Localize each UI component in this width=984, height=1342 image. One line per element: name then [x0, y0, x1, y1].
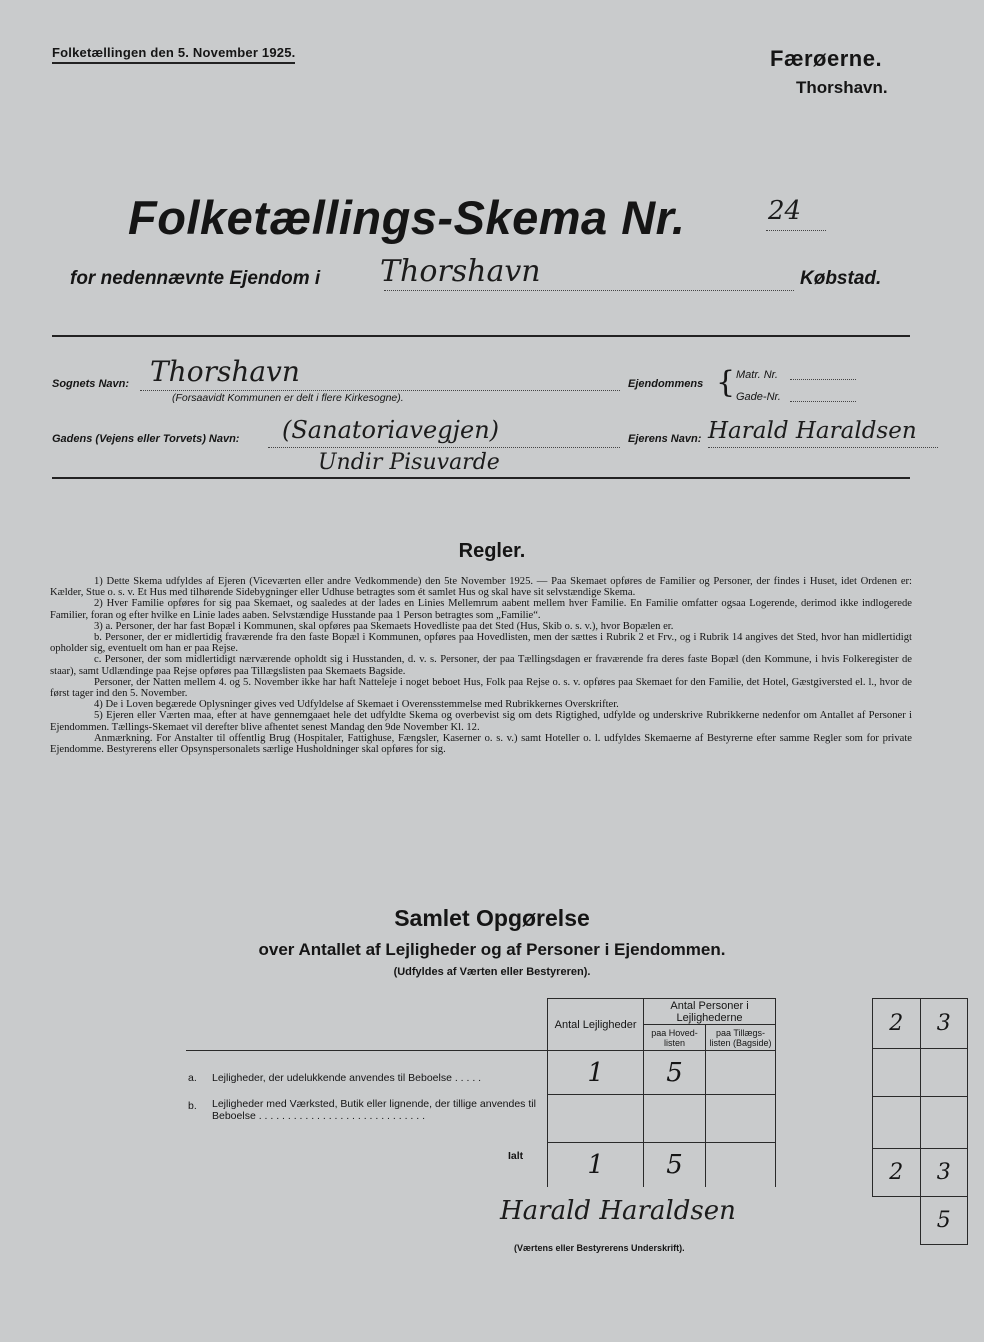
rule-paragraph: 5) Ejeren eller Værten maa, efter at have gennemgaaet hele det udfyldte Skema og overbevist sig om dets Rigtighed, udfylde og underskrive Rubrikkerne nedenfor om Antallet af Personer i Ejendommen. Tællings-Skemaet vil derefter blive afhentet senest Mandag den 9de November Kl. 12.	[50, 710, 912, 733]
col-antal-lejligheder: Antal Lejligheder	[548, 999, 644, 1051]
region-name: Færøerne.	[770, 46, 883, 71]
side-box-cell: 2	[873, 1149, 921, 1197]
parish-note: (Forsaavidt Kommunen er delt i flere Kirkesogne).	[172, 392, 404, 404]
side-count-box	[872, 998, 968, 1245]
street-line	[268, 447, 620, 448]
row-a-letter: a.	[188, 1072, 197, 1084]
row-b-letter: b.	[188, 1100, 197, 1112]
census-date-line: Folketællingen den 5. November 1925.	[52, 45, 295, 64]
summary-subtitle: over Antallet af Lejligheder og af Personer i Ejendommen.	[258, 940, 726, 959]
signature-caption: (Værtens eller Bestyrerens Underskrift).	[514, 1243, 685, 1253]
table-corner	[186, 999, 548, 1051]
signature-handwritten: Harald Haraldsen	[500, 1196, 736, 1226]
subtitle-town-line	[384, 290, 794, 291]
ialt-label-cell	[186, 1143, 548, 1187]
row-b-tillaeg	[706, 1095, 776, 1143]
col-antal-personer: Antal Personer i Lejlighederne	[644, 999, 776, 1025]
gade-label: Gade-Nr.	[736, 391, 781, 403]
row-a-lejligheder: 1	[548, 1051, 644, 1095]
rule-paragraph: Anmærkning. For Anstalter til offentlig Brug (Hospitaler, Fattighuse, Fængsler, Kaserner o. s. v.) samt Hoteller o. l. udfyldes Skemaerne af Bestyrerne efter samme Regler som for private Ejendomme. Bestyrerens eller Opsynspersonalets særlige Husholdninger skal opføres for sig.	[50, 732, 912, 756]
row-b-hovedlisten	[644, 1095, 706, 1143]
side-box-cell: 3	[920, 1149, 968, 1197]
matr-label: Matr. Nr.	[736, 369, 778, 381]
subtitle-town-handwritten: Thorshavn	[380, 254, 541, 289]
parish-value: Thorshavn	[150, 355, 300, 388]
summary-title: Samlet Opgørelse	[394, 905, 590, 931]
parish-label: Sognets Navn:	[52, 378, 130, 390]
rule-paragraph: Personer, der Natten mellem 4. og 5. November ikke har haft Natteleje i noget beboet Hus, Folk paa Rejse o. s. v. opføres paa Skemaet for den Familie, det Hotel, Gæstgiversted el. l., hvor de først tager ind den 5. November.	[50, 676, 912, 700]
row-b-lejligheder	[548, 1095, 644, 1143]
subtitle-prefix: for nedennævnte Ejendom i	[70, 268, 321, 289]
ialt-tillaeg	[706, 1143, 776, 1187]
row-a-hovedlisten: 5	[644, 1051, 706, 1095]
rule-paragraph: 2) Hver Familie opføres for sig paa Skemaet, og saaledes at der lades en Linies Mellemrum aabent mellem hver Familie. En Familie omfatter ogsaa Logerende, derimod ikke indlogerede Familier, foran og efter hvilke en Linie lades aaben. Selvstændige Husstande paa 1 Person betragtes som „Familie“.	[50, 598, 912, 621]
col-hovedlisten: paa Hoved-listen	[644, 1025, 706, 1051]
side-box-cell: 3	[920, 999, 968, 1049]
side-box-cell: 2	[873, 999, 921, 1049]
divider-bottom	[52, 477, 910, 479]
subtitle-suffix: Købstad.	[800, 268, 882, 289]
row-a-label: Lejligheder, der udelukkende anvendes til Beboelse . . . . .	[212, 1072, 482, 1084]
side-box-cell	[920, 1097, 968, 1149]
property-label: Ejendommens	[628, 378, 704, 390]
owner-label: Ejerens Navn:	[628, 433, 702, 445]
gade-line	[790, 401, 856, 402]
row-b-label: Lejligheder med Værksted, Butik eller lignende, der tillige anvendes til Beboelse . . . . . . . . . . . . . . . . . . . . . . . . . . . . .	[212, 1098, 536, 1122]
town-name: Thorshavn.	[796, 78, 888, 97]
ialt-label: Ialt	[508, 1150, 524, 1162]
rules-title: Regler.	[458, 540, 526, 562]
divider-top	[52, 335, 910, 337]
ialt-lejligheder: 1	[548, 1143, 644, 1187]
row-a-tillaeg	[706, 1051, 776, 1095]
form-title: Folketællings-Skema Nr.	[128, 191, 686, 244]
rule-paragraph: c. Personer, der som midlertidigt nærværende opholdt sig i Husstanden, d. v. s. Personer, der paa Tællingsdagen er fraværende fra deres faste Bopæl (den Kommune, i hvis Folkeregister de staar), samt Udlændinge paa Rejse opføres paa Tillægslisten paa Skemaets Bagside.	[50, 654, 912, 677]
street-label: Gadens (Vejens eller Torvets) Navn:	[52, 433, 240, 445]
form-number-line	[766, 230, 826, 231]
rule-paragraph: 4) De i Loven begærede Oplysninger gives ved Udfyldelse af Skemaet i Overensstemmelse med Rubrikkernes Overskrifter.	[94, 699, 619, 711]
ialt-hovedlisten: 5	[644, 1143, 706, 1187]
owner-line	[708, 447, 938, 448]
rules-text	[50, 576, 912, 755]
form-number-handwritten: 24	[768, 196, 802, 226]
rule-paragraph: b. Personer, der er midlertidig fraværende fra den faste Bopæl i Kommunen, opføres paa Hovedlisten, men der sættes i Rubrik 2 et Frv., og i Rubrik 14 angives det Sted, hvor han midlertidigt opholder sig, eventuelt om han er paa Rejse.	[50, 632, 912, 655]
brace-icon: {	[716, 365, 736, 400]
side-box-cell	[920, 1049, 968, 1097]
summary-note: (Udfyldes af Værten eller Bestyreren).	[393, 966, 591, 978]
col-tillaegslisten: paa Tillægs-listen (Bagside)	[706, 1025, 776, 1051]
side-box-cell: 5	[920, 1197, 968, 1245]
owner-value: Harald Haraldsen	[708, 418, 917, 444]
side-box-cell	[873, 1049, 921, 1097]
street-value-line1: (Sanatoriavegjen)	[282, 416, 500, 444]
street-value-line2: Undir Pisuvarde	[318, 450, 500, 475]
rule-paragraph: 3) a. Personer, der har fast Bopæl i Kommunen, skal opføres paa Skemaets Hovedliste paa det Sted (Hus, Skib o. s. v.), hvor Bopælen er.	[94, 620, 674, 632]
matr-line	[790, 379, 856, 380]
summary-table	[186, 998, 776, 1187]
side-box-cell	[873, 1197, 921, 1245]
side-box-cell	[873, 1097, 921, 1149]
parish-line	[140, 390, 620, 391]
rule-paragraph: 1) Dette Skema udfyldes af Ejeren (Viceværten eller andre Vedkommende) den 5te November 1925. — Paa Skemaet opføres de Familier og Personer, der findes i Huset, idet Ordenen er: Kælder, Stue o. s. v. Et Hus med tilhørende Sidebygninger eller Udhuse betragtes som ét samlet Hus og skal have sit selvstændige Skema.	[50, 576, 912, 599]
